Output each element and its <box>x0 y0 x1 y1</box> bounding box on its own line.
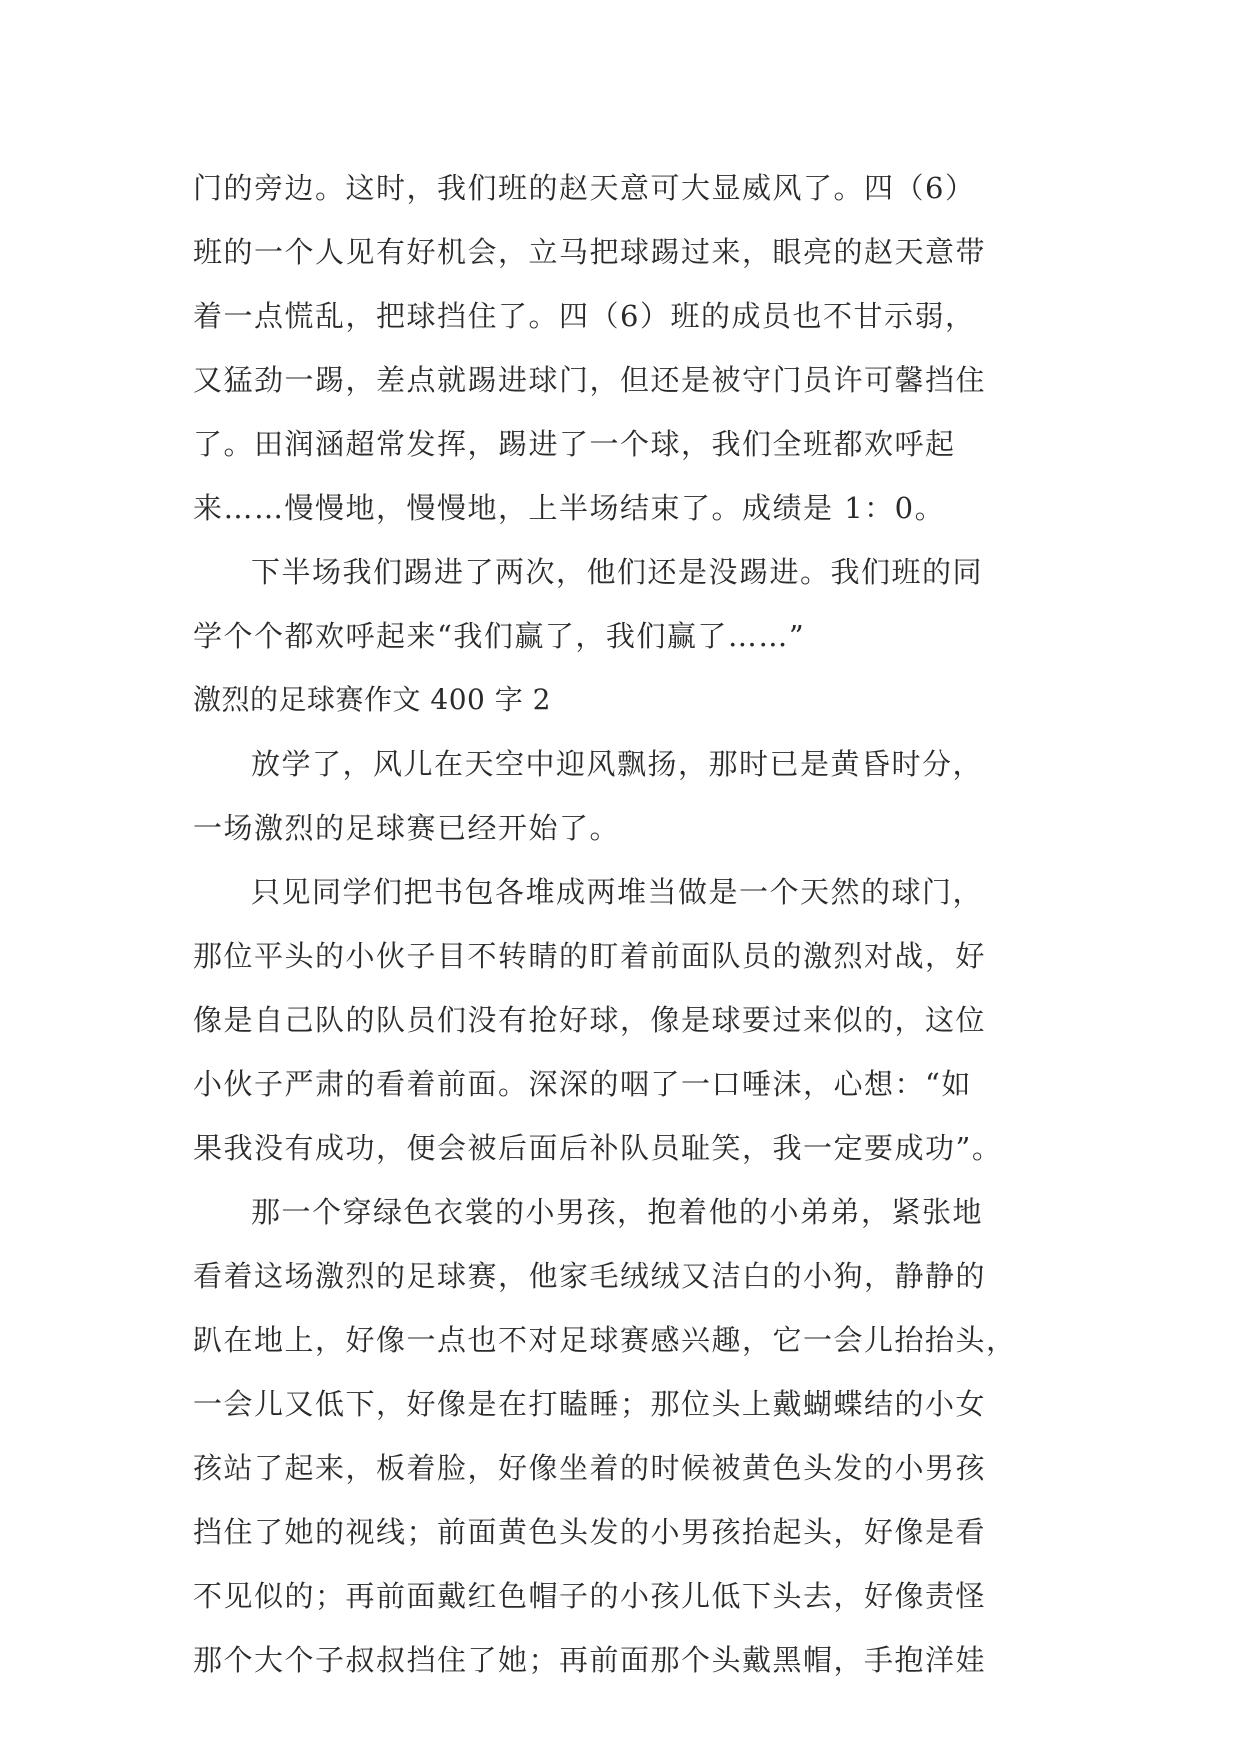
text-line: 挡住了她的视线；前面黄色头发的小男孩抬起头，好像是看 <box>193 1515 987 1549</box>
section-heading: 激烈的足球赛作文 400 字 2 <box>193 683 551 716</box>
text-line: 孩站了起来，板着脸，好像坐着的时候被黄色头发的小男孩 <box>193 1451 987 1485</box>
text-line: 来……慢慢地，慢慢地，上半场结束了。成绩是 1：0。 <box>193 491 946 525</box>
text-line: 那一个穿绿色衣裳的小男孩，抱着他的小弟弟，紧张地 <box>251 1195 984 1229</box>
document-page <box>193 156 1063 1692</box>
text-line: 了。田润涵超常发挥，踢进了一个球，我们全班都欢呼起 <box>193 427 956 461</box>
text-line: 那个大个子叔叔挡住了她；再前面那个头戴黑帽，手抱洋娃 <box>193 1643 987 1677</box>
text-line: 趴在地上，好像一点也不对足球赛感兴趣，它一会儿抬抬头， <box>193 1323 1017 1357</box>
text-line: 看着这场激烈的足球赛，他家毛绒绒又洁白的小狗，静静的 <box>193 1259 987 1293</box>
text-line: 那位平头的小伙子目不转睛的盯着前面队员的激烈对战，好 <box>193 939 987 973</box>
text-line: 班的一个人见有好机会，立马把球踢过来，眼亮的赵天意带 <box>193 235 987 269</box>
text-line: 着一点慌乱，把球挡住了。四（6）班的成员也不甘示弱， <box>193 299 976 333</box>
text-line: 只见同学们把书包各堆成两堆当做是一个天然的球门， <box>251 875 984 909</box>
text-line: 果我没有成功，便会被后面后补队员耻笑，我一定要成功”。 <box>193 1131 1003 1165</box>
text-line: 又猛劲一踢，差点就踢进球门，但还是被守门员许可馨挡住 <box>193 363 987 397</box>
text-line: 小伙子严肃的看着前面。深深的咽了一口唾沫，心想：“如 <box>193 1067 972 1101</box>
text-line: 学个个都欢呼起来“我们赢了，我们赢了……” <box>193 619 806 653</box>
text-line: 下半场我们踢进了两次，他们还是没踢进。我们班的同 <box>251 555 984 589</box>
text-line: 一会儿又低下，好像是在打瞌睡；那位头上戴蝴蝶结的小女 <box>193 1387 987 1421</box>
text-line: 放学了，风儿在天空中迎风飘扬，那时已是黄昏时分， <box>251 747 984 781</box>
text-line: 像是自己队的队员们没有抢好球，像是球要过来似的，这位 <box>193 1003 987 1037</box>
text-line: 不见似的；再前面戴红色帽子的小孩儿低下头去，好像责怪 <box>193 1579 987 1613</box>
text-line: 门的旁边。这时，我们班的赵天意可大显威风了。四（6） <box>193 171 976 205</box>
text-line: 一场激烈的足球赛已经开始了。 <box>193 811 621 845</box>
